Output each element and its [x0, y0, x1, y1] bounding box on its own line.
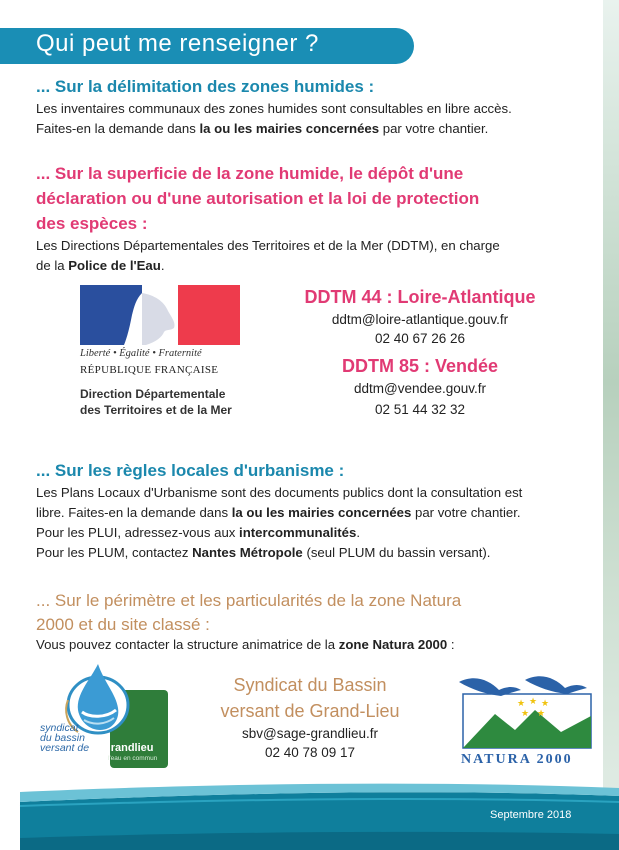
text-fragment: : [447, 637, 455, 652]
ddtm85-phone: 02 51 44 32 32 [374, 402, 466, 417]
svg-text:★: ★ [529, 697, 538, 707]
text-fragment: Faites-en la demande dans [36, 121, 200, 136]
page-edge-strip [603, 0, 619, 850]
section2-line2 [36, 256, 165, 276]
text-fragment: . [356, 525, 360, 540]
section4-line1 [36, 635, 455, 655]
direction-line2: des Territoires et de la Mer [80, 403, 232, 417]
section1-line1: Les inventaires communaux des zones humides sont consultables en libre accès. [36, 101, 512, 116]
section3-line2 [36, 503, 521, 523]
section3-line4 [36, 543, 490, 563]
police-eau-emphasis: Police de l'Eau [68, 258, 161, 273]
text-fragment: Pour les PLUM, contactez [36, 545, 193, 560]
section3-heading: ... Sur les règles locales d'urbanisme : [36, 461, 345, 480]
sgl-brand: grandlieu [104, 742, 154, 754]
section3-line1: Les Plans Locaux d'Urbanisme sont des documents publics dont la consultation est [36, 485, 523, 500]
sgl-line1: syndicat [40, 722, 79, 734]
ddtm85-title: DDTM 85 : Vendée [341, 356, 499, 376]
syndicat-title-line2: versant de Grand-Lieu [220, 701, 400, 721]
natura-emphasis: zone Natura 2000 [338, 637, 448, 652]
svg-text:★: ★ [521, 709, 530, 719]
text-fragment: par votre chantier. [411, 505, 521, 520]
republique-name: RÉPUBLIQUE FRANÇAISE [80, 364, 219, 376]
text-fragment: Vous pouvez contacter la structure animatrice de la [36, 637, 339, 652]
svg-text:★: ★ [517, 699, 526, 709]
text-fragment: Pour les PLUI, adressez-vous aux [36, 525, 240, 540]
republique-motto: Liberté • Égalité • Fraternité [80, 348, 202, 359]
natura-2000-logo [455, 672, 595, 772]
cranes-icon [455, 672, 595, 750]
section2-line1: Les Directions Départementales des Territoires et de la Mer (DDTM), en charge [36, 238, 500, 253]
syndicat-title-line1: Syndicat du Bassin [233, 675, 387, 695]
syndicat-email[interactable]: sbv@sage-grandlieu.fr [241, 726, 379, 741]
ddtm44-email[interactable]: ddtm@loire-atlantique.gouv.fr [331, 312, 509, 327]
nantes-metropole-emphasis: Nantes Métropole [192, 545, 303, 560]
banner-title: Qui peut me renseigner ? [36, 30, 319, 57]
marianne-logo [80, 285, 240, 345]
section1-heading: ... Sur la délimitation des zones humides : [36, 77, 375, 96]
section2-heading-line2: déclaration ou d'une autorisation et la loi de protection [36, 189, 480, 208]
intercommunalites-emphasis: intercommunalités [239, 525, 357, 540]
text-fragment: (seul PLUM du bassin versant). [302, 545, 491, 560]
syndicat-phone: 02 40 78 09 17 [264, 745, 356, 760]
section2-heading-line1: ... Sur la superficie de la zone humide, le dépôt d'une [36, 164, 464, 183]
svg-text:★: ★ [537, 709, 546, 719]
mairies-emphasis: la ou les mairies concernées [199, 121, 380, 136]
section1-line2 [36, 119, 488, 139]
text-fragment: par votre chantier. [379, 121, 489, 136]
sgl-line2: du bassin [40, 732, 85, 744]
section2-heading-line3: des espèces : [36, 214, 148, 233]
mairies-emphasis: la ou les mairies concernées [231, 505, 412, 520]
footer-date: Septembre 2018 [490, 809, 572, 821]
section3-line3 [36, 523, 360, 543]
section4-heading-line2: 2000 et du site classé : [36, 615, 210, 634]
text-fragment: libre. Faites-en la demande dans [36, 505, 232, 520]
ddtm44-phone: 02 40 67 26 26 [374, 331, 466, 346]
text-fragment: . [160, 258, 165, 273]
marianne-flag-icon [80, 285, 240, 345]
section4-heading-line1: ... Sur le périmètre et les particularités de la zone Natura [36, 591, 462, 610]
svg-text:★: ★ [541, 699, 550, 709]
text-fragment: de la [36, 258, 69, 273]
sgl-line3: versant de [40, 742, 90, 754]
ddtm85-email[interactable]: ddtm@vendee.gouv.fr [353, 381, 487, 396]
direction-line1: Direction Départementale [80, 387, 226, 401]
sgl-tagline: l'eau en commun [108, 755, 158, 762]
natura-label: NATURA 2000 [461, 752, 573, 767]
grandlieu-logo [38, 660, 168, 772]
ddtm44-title: DDTM 44 : Loire-Atlantique [304, 287, 536, 307]
